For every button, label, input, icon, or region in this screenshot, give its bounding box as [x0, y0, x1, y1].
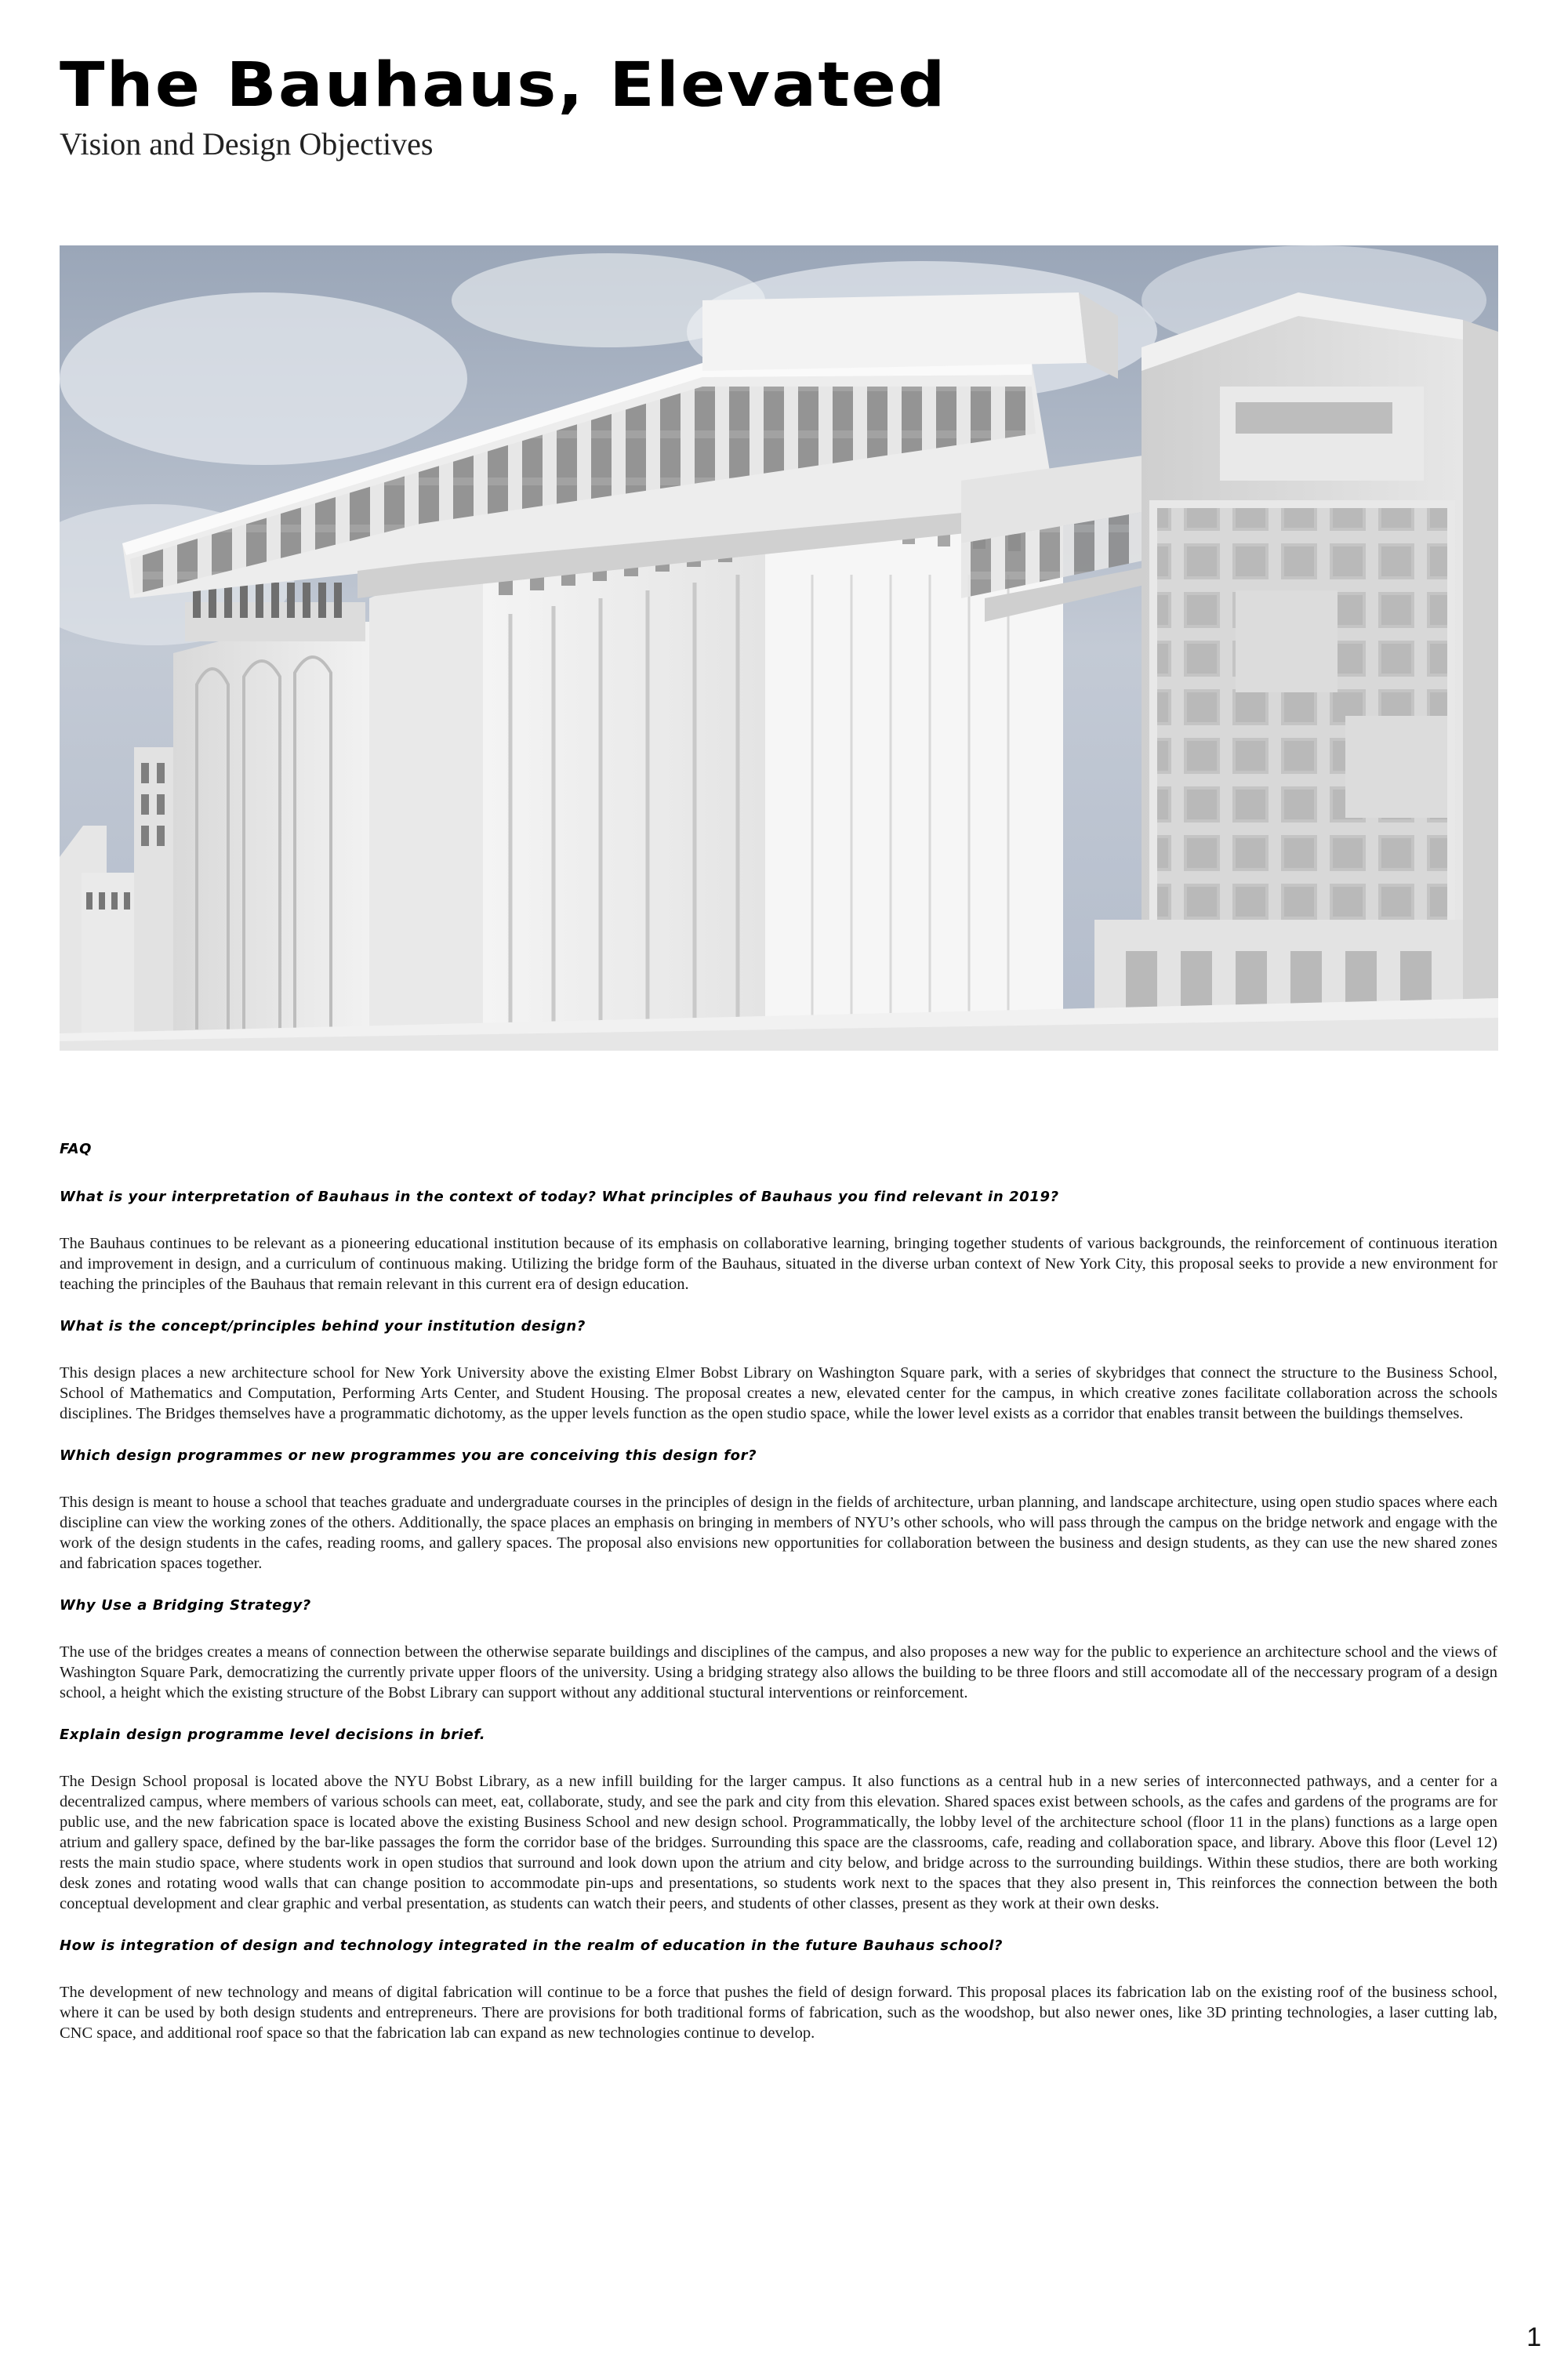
page-number: 1	[1526, 2322, 1541, 2352]
faq-item	[60, 1597, 1497, 1703]
faq-answer: This design is meant to house a school that teaches graduate and undergraduate courses in the principles of design in the fields of architecture, urban planning, and landscape architecture, using open studio spaces where each discipline can view the working zones of the others. Additionally, the space places an emphasis on bringing in members of NYU’s other schools, who will pass through the campus on the bridge network and engage with the work of the design students in the cafes, reading rooms, and gallery spaces. The proposal also envisions new opportunities for collaboration between the business and design students, as they can use the new shared zones and fabrication spaces together.	[60, 1494, 1497, 1572]
faq-item	[60, 1318, 1497, 1424]
faq-item	[60, 1447, 1497, 1574]
faq-answer: The use of the bridges creates a means of connection between the otherwise separate buildings and disciplines of the campus, and also proposes a new way for the public to experience an architecture school and the views of Washington Square Park, democratizing the currently private upper floors of the university. Using a bridging strategy also allows the building to be three floors and still accomodate all of the neccessary program of a design school, a height which the existing structure of the Bobst Library can support without any additional stuctural interventions or reinforcement.	[60, 1643, 1497, 1701]
faq-heading: FAQ	[60, 1141, 93, 1157]
model-photo	[60, 245, 1498, 1051]
faq-question: What is the concept/principles behind your institution design?	[60, 1318, 586, 1334]
faq-item	[60, 1189, 1497, 1295]
faq-question: How is integration of design and technology integrated in the realm of education in the future Bauhaus school?	[60, 1937, 1004, 1954]
faq-item	[60, 1937, 1497, 2043]
faq-section	[60, 1141, 1497, 2067]
faq-question: Which design programmes or new programmes you are conceiving this design for?	[60, 1447, 757, 1464]
faq-question: Explain design programme level decisions in brief.	[60, 1727, 486, 1743]
faq-answer: The Design School proposal is located above the NYU Bobst Library, as a new infill building for the larger campus. It also functions as a central hub in a new series of interconnected pathways, and a center for a decentralized campus, where members of various schools can meet, eat, collaborate, study, and see the park and city from this elevation. Shared spaces exist between schools, as the cafes and gardens of the programs are for public use, and the new fabrication space is located above the existing Business School and new design school. Programmatically, the lobby level of the architecture school (floor 11 in the plans) functions as a large open atrium and gallery space, defined by the bar-like passages the form the corridor base of the bridges. Surrounding this space are the classrooms, cafe, reading and collaboration space, and library. Above this floor (Level 12) rests the main studio space, where students work in open studios that surround and look down upon the atrium and city below, and bridge across to the surrounding buildings. Within these studios, there are both working desk zones and rotating wood walls that can change position to accommodate pin-ups and presentations, so students work next to the spaces that they also present in, This reinforces the connection between the both conceptual development and clear graphic and verbal presentation, as students can watch their peers, and students of other classes, present as they work at their own desks.	[60, 1773, 1497, 1912]
faq-item	[60, 1727, 1497, 1914]
faq-question: Why Use a Bridging Strategy?	[60, 1597, 311, 1614]
faq-question: What is your interpretation of Bauhaus in the context of today? What principles of Bauhaus you find relevant in 2019?	[60, 1189, 1059, 1205]
faq-answer: The Bauhaus continues to be relevant as a pioneering educational institution because of its emphasis on collaborative learning, bringing together students of various backgrounds, the reinforcement of continuous iteration and improvement in design, and a curriculum of continuous making. Utilizing the bridge form of the Bauhaus, situated in the diverse urban context of New York City, this proposal seeks to provide a new environment for teaching the principles of the Bauhaus that remain relevant in this current era of design education.	[60, 1235, 1497, 1293]
faq-answer: The development of new technology and means of digital fabrication will continue to be a force that pushes the field of design forward. This proposal places its fabrication lab on the existing roof of the business school, where it can be used by both design students and entrepreneurs. There are provisions for both traditional forms of fabrication, such as the woodshop, but also newer ones, like 3D printing technologies, a laser cutting lab, CNC space, and additional roof space so that the fabrication lab can expand as new technologies continue to develop.	[60, 1984, 1497, 2042]
faq-answer: This design places a new architecture school for New York University above the existing Elmer Bobst Library on Washington Square park, with a series of skybridges that connect the structure to the Business School, School of Mathematics and Computation, Performing Arts Center, and Student Housing. The proposal creates a new, elevated center for the campus, in which creative zones facilitate collaboration across the schools disciplines. The Bridges themselves have a programmatic dichotomy, as the upper levels function as the open studio space, while the lower level exists as a corridor that enables transit between the buildings themselves.	[60, 1364, 1497, 1422]
page-subtitle: Vision and Design Objectives	[60, 126, 434, 162]
page-title: The Bauhaus, Elevated	[60, 50, 947, 121]
